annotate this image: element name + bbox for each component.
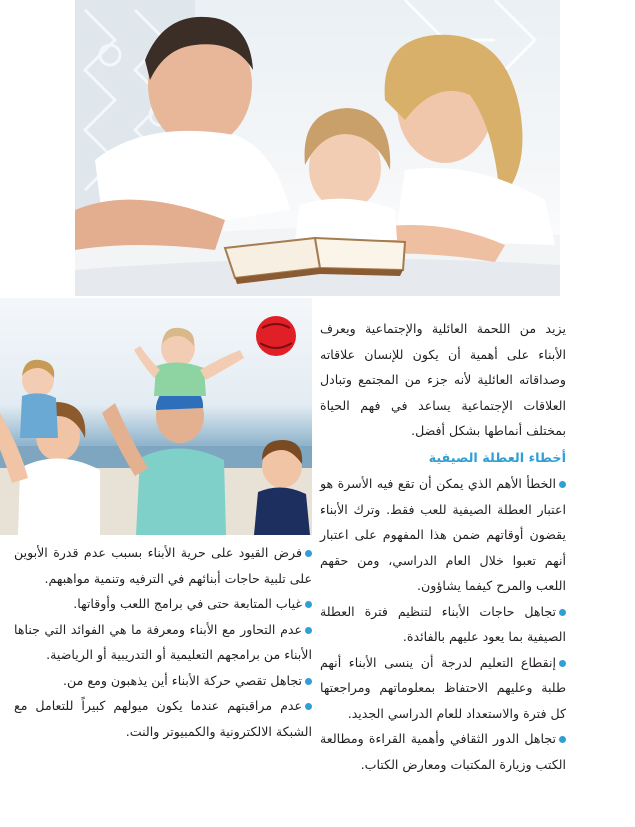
list-item [14,591,312,617]
family-reading-illustration [75,0,560,296]
list-item [320,650,566,727]
bullet-dot-icon [559,660,566,667]
list-item [320,726,566,777]
section-heading: أخطاء العطلة الصيفية [428,450,566,466]
bullet-dot-icon [559,736,566,743]
family-reading-photo [75,0,560,296]
right-text-column [320,316,566,777]
list-item-text: تجاهل تقصي حركة الأبناء أين يذهبون ومع من. [63,672,302,688]
list-item [14,540,312,591]
family-beach-illustration [0,298,312,535]
list-item-text: عدم التحاور مع الأبناء ومعرفة ما هي الفوائد التي جناها الأبناء من برامجهم التعليمية أو التدريبية أو الرياضية. [14,621,312,662]
list-item-text: عدم مراقبتهم عندما يكون ميولهم كبيراً للتعامل مع الشبكة الالكترونية والكمبيوتر والنت. [14,698,312,739]
list-item [14,617,312,668]
bullet-dot-icon [305,703,312,710]
ball-icon [256,316,296,356]
list-item-text: إنقطاع التعليم لدرجة أن ينسى الأبناء أنهم طلبة وعليهم الاحتفاظ بمعلوماتهم ومراجعتها كل فترة والاستعداد للعام الدراسي الجديد. [320,654,566,721]
bullet-dot-icon [305,627,312,634]
bullet-dot-icon [305,550,312,557]
left-text-column [14,540,312,744]
bullet-dot-icon [305,601,312,608]
intro-paragraph: يزيد من اللحمة العائلية والإجتماعية ويعرف الأبناء على أهمية أن يكون للإنسان علاقاته وصداقاته العائلية لأنه جزء من المجتمع وتبادل العلاقات الإجتماعية يساعد في فهم الحياة بمختلف أنماطها بشكل أفضل. [320,321,566,438]
family-beach-photo [0,298,312,535]
list-item [14,668,312,694]
list-item [320,599,566,650]
list-item-text: تجاهل حاجات الأبناء لتنظيم فترة العطلة الصيفية بما يعود عليهم بالفائدة. [320,603,566,644]
list-item [14,693,312,744]
list-item-text: الخطأ الأهم الذي يمكن أن تقع فيه الأسرة هو اعتبار العطلة الصيفية للعب فقط. وترك الأبناء يقضون أوقاتهم ضمن هذا المفهوم على اعتبار أنهم تعبوا خلال العام الدراسي، ومن حقهم اللعب والمرح كيفما يشاؤون. [320,476,566,593]
list-item-text: غياب المتابعة حتى في برامج اللعب وأوقاتها. [73,596,302,611]
list-item [320,471,566,599]
bullet-dot-icon [559,609,566,616]
list-item-text: فرض القيود على حرية الأبناء بسبب عدم قدرة الأبوين على تلبية حاجات أبنائهم في الترفيه وتنمية مواهبهم. [14,545,312,586]
list-item-text: تجاهل الدور الثقافي وأهمية القراءة ومطالعة الكتب وزيارة المكتبات ومعارض الكتاب. [320,731,566,772]
bullet-dot-icon [305,678,312,685]
bullet-dot-icon [559,481,566,488]
